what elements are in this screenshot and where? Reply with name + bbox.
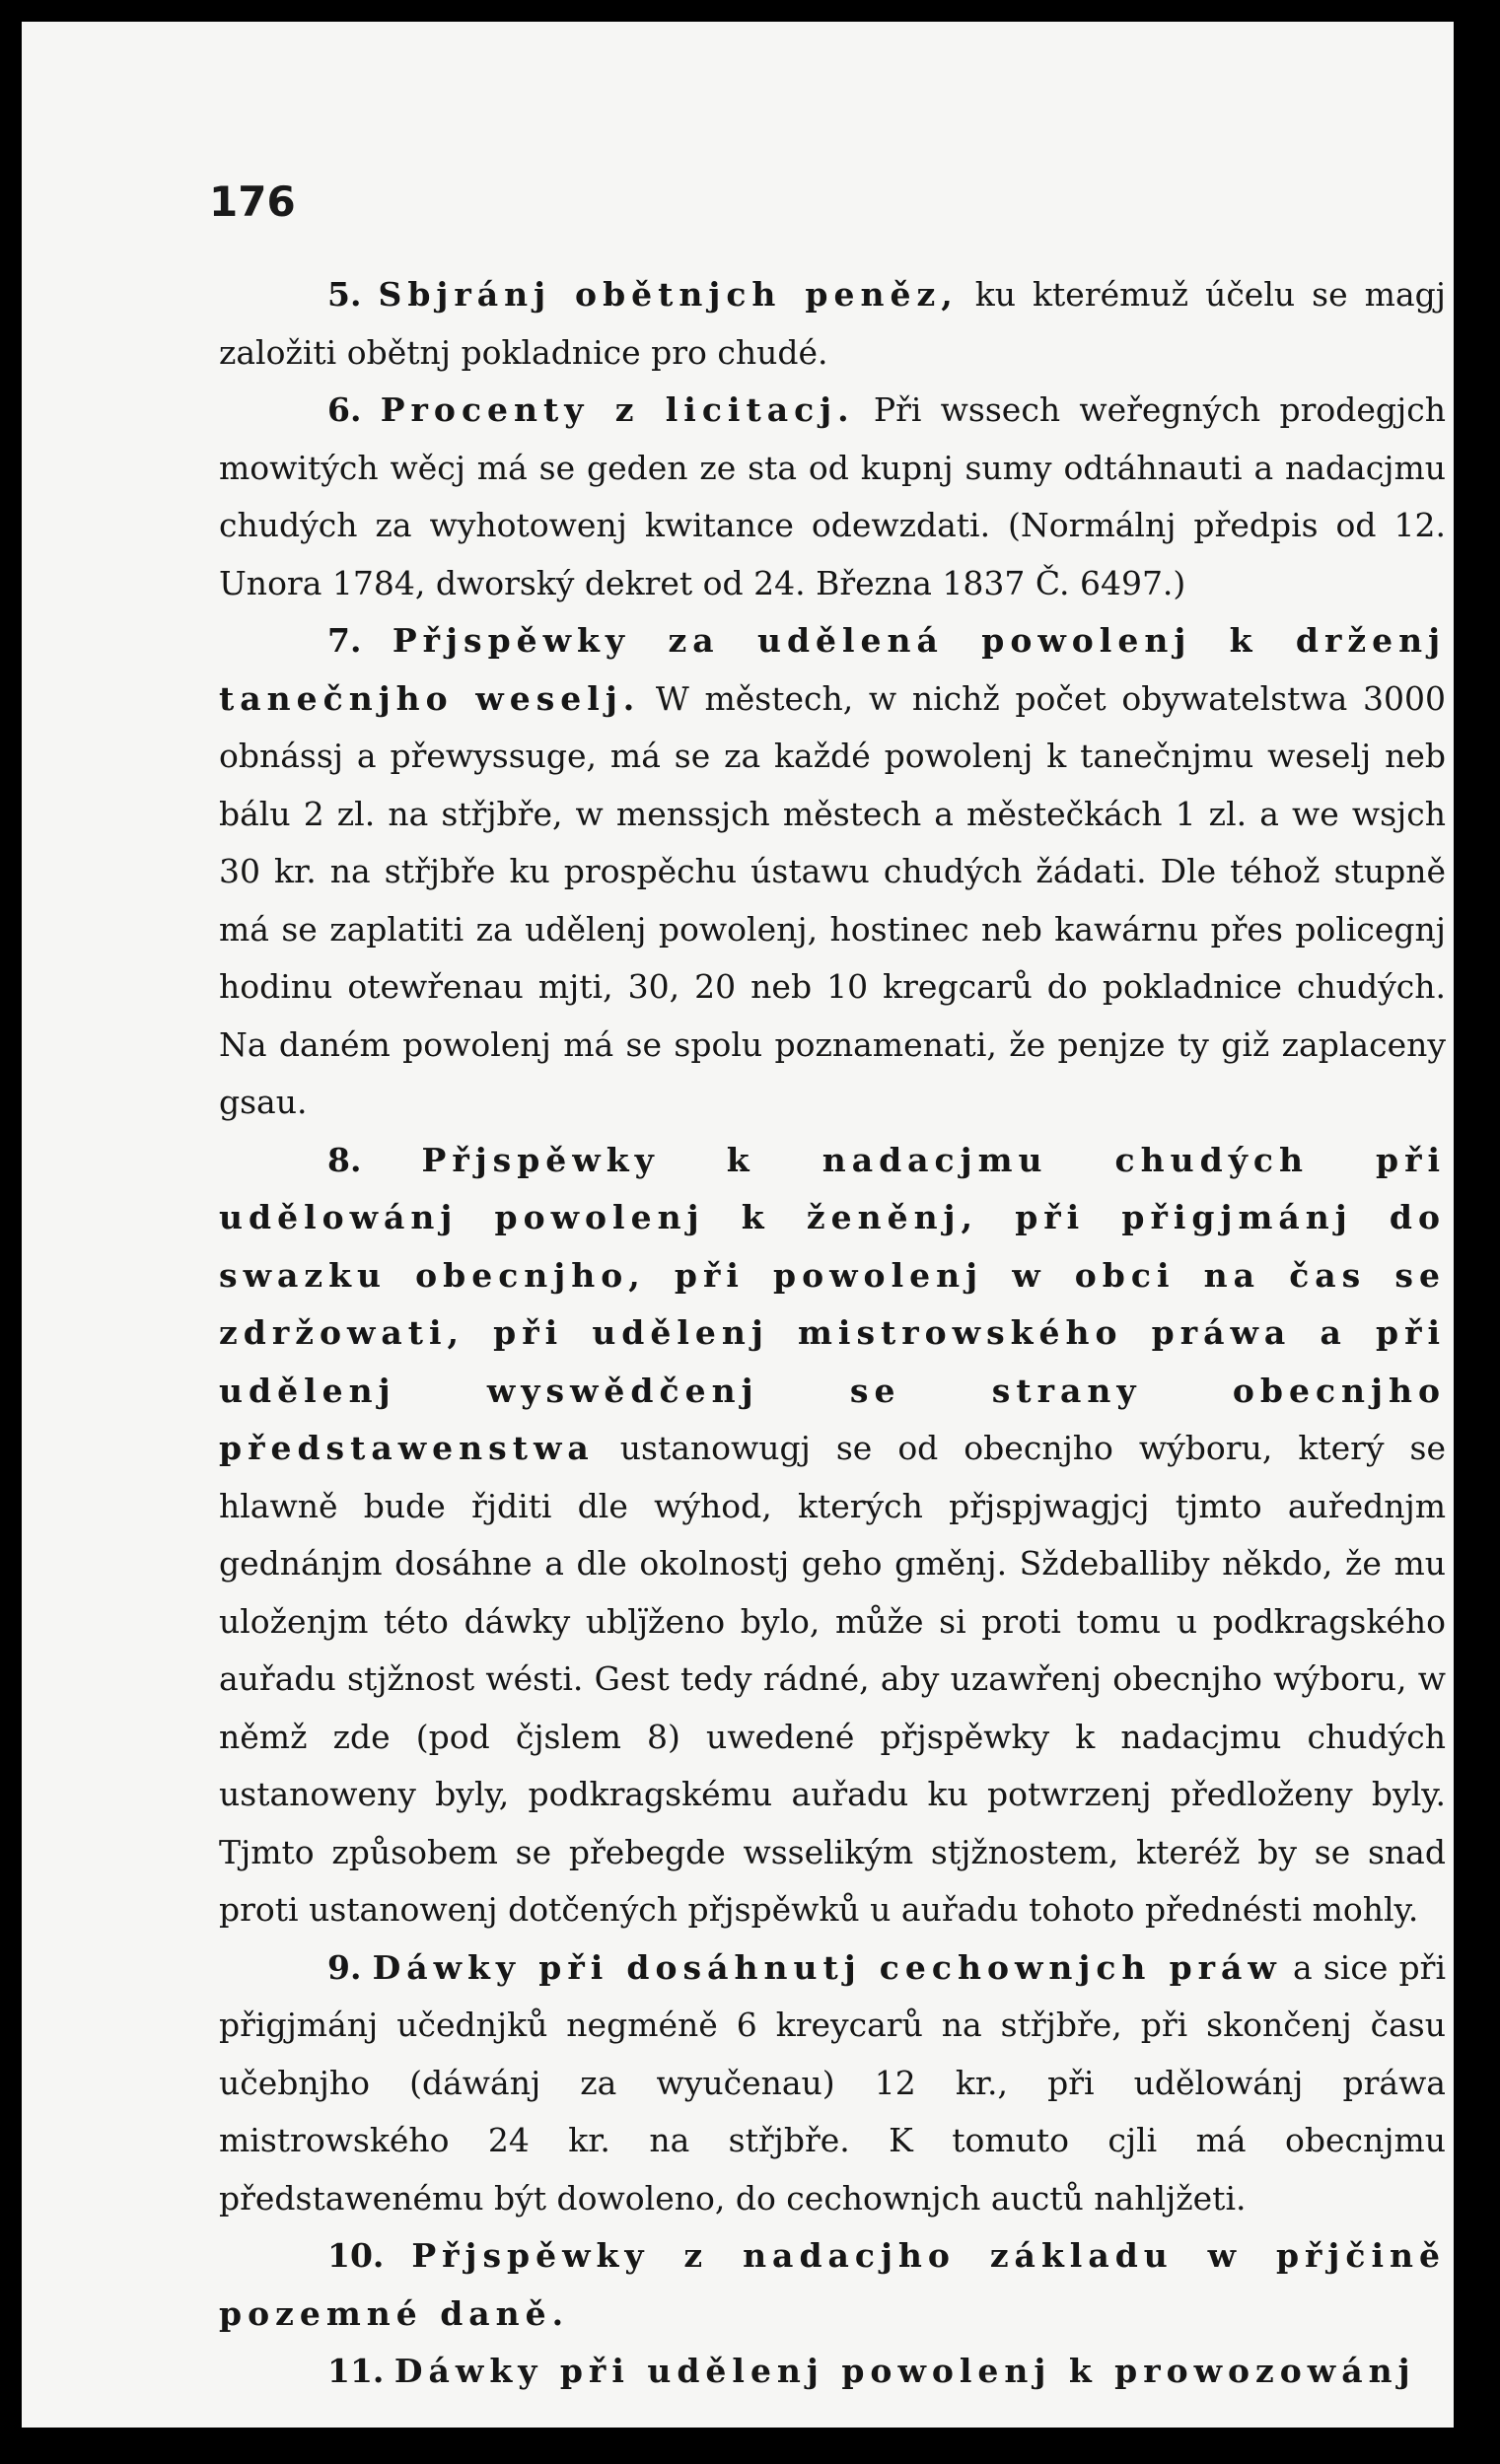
book-page: [22, 22, 1454, 2428]
item-heading: Dáwky při udělenj powolenj k prowozowánj: [393, 2352, 1416, 2390]
item-heading: Procenty z licitacj.: [380, 390, 855, 429]
item-heading: Dáwky při dosáhnutj cechownjch práw: [372, 1947, 1282, 1987]
item-body: W městech, w nichž počet obywatelstwa 3000 obnássj a přewyssuge, má se za každé powolenj k tanečnjmu weselj neb bálu 2 zl. na střjbře, w menssjch městech a městečkách 1 zl. a we wsjch 30 kr. na střjbře ku prospěchu ústawu chudých žádati. Dle téhož stupně má se zaplatiti za udělenj powolenj, hostinec neb kawárnu přes policegnj hodinu otewřenau mjti, 30, 20 neb 10 kregcarů do pokladnice chudých. Na daném powolenj má se spolu poznamenati, že penjze ty giž zaplaceny gsau.: [219, 678, 1446, 1121]
item-body: ustanowugj se od obecnjho wýboru, který se hlawně bude řjditi dle wýhod, kterých přjspjwagjcj tjmto auřednjm gednánjm dosáhne a dle okolnostj geho gměnj. Sždeballiby někdo, že mu uloženjm této dáwky ublj̈ženo bylo, může si proti tomu u podkragského auřadu stjžnost wésti. Gest tedy rádné, aby uzawřenj obecnjho wýboru, w němž zde (pod čjslem 8) uwedené přjspěwky k nadacjmu chudých ustanoweny byly, podkragskému auřadu ku potwrzenj předloženy byly. Tjmto způsobem se přebegde wsselikým stjžnostem, kteréž by se snad proti ustanowenj dotčených přjspěwků u auřadu tohoto přednésti mohly.: [219, 1429, 1446, 1929]
item-body: ku kterémuž účelu se magj založiti obětnj pokladnice pro chudé.: [219, 275, 1446, 372]
item-number: 9.: [327, 1947, 362, 1987]
item-number: 11.: [327, 2352, 385, 2390]
item-heading: Přjspěwky za udělená powolenj k drženj tanečnjho weselj.: [219, 621, 1447, 718]
item-number: 5.: [327, 275, 362, 314]
item-heading: Přjspěwky k nadacjmu chudých při udělowánj powolenj k ženěnj, při přigjmánj do swazku obecnjho, při powolenj w obci na čas se zdržowati, při udělenj mistrowského práwa a při udělenj wyswědčenj se strany obecnjho předstawenstwa: [219, 1140, 1446, 1467]
item-number: 8.: [327, 1140, 362, 1179]
page-number: 176: [209, 177, 296, 226]
paragraph-9: [219, 1939, 1446, 2228]
item-number: 7.: [327, 621, 362, 660]
item-body: a sice při přigjmánj učednjků negméně 6 kreycarů na střjbře, při skončenj času učebnjho (dáwánj za wyučenau) 12 kr., při udělowánj práwa mistrowského 24 kr. na střjbře. K tomuto cjli má obecnjmu předstawenému být dowoleno, do cechownjch auctů nahljžeti.: [219, 1947, 1446, 2218]
item-number: 10.: [327, 2236, 385, 2275]
item-number: 6.: [327, 390, 362, 429]
paragraph-8: [219, 1132, 1446, 1939]
page-text: [219, 266, 1446, 2401]
item-body: Při wssech weřegných prodegjch mowitých wěcj má se geden ze sta od kupnj sumy odtáhnauti a nadacjmu chudých za wyhotowenj kwitance odewzdati. (Normálnj předpis od 12. Unora 1784, dworský dekret od 24. Března 1837 Č. 6497.): [219, 390, 1446, 602]
paragraph-10: [219, 2227, 1446, 2343]
paragraph-6: [219, 382, 1446, 612]
item-heading: Sbjránj obětnjch peněz,: [378, 275, 959, 314]
paragraph-7: [219, 612, 1446, 1132]
item-heading: Přjspěwky z nadacjho základu w přjčině pozemné daně.: [219, 2236, 1446, 2333]
paragraph-5: [219, 266, 1446, 382]
paragraph-11: [219, 2343, 1446, 2401]
